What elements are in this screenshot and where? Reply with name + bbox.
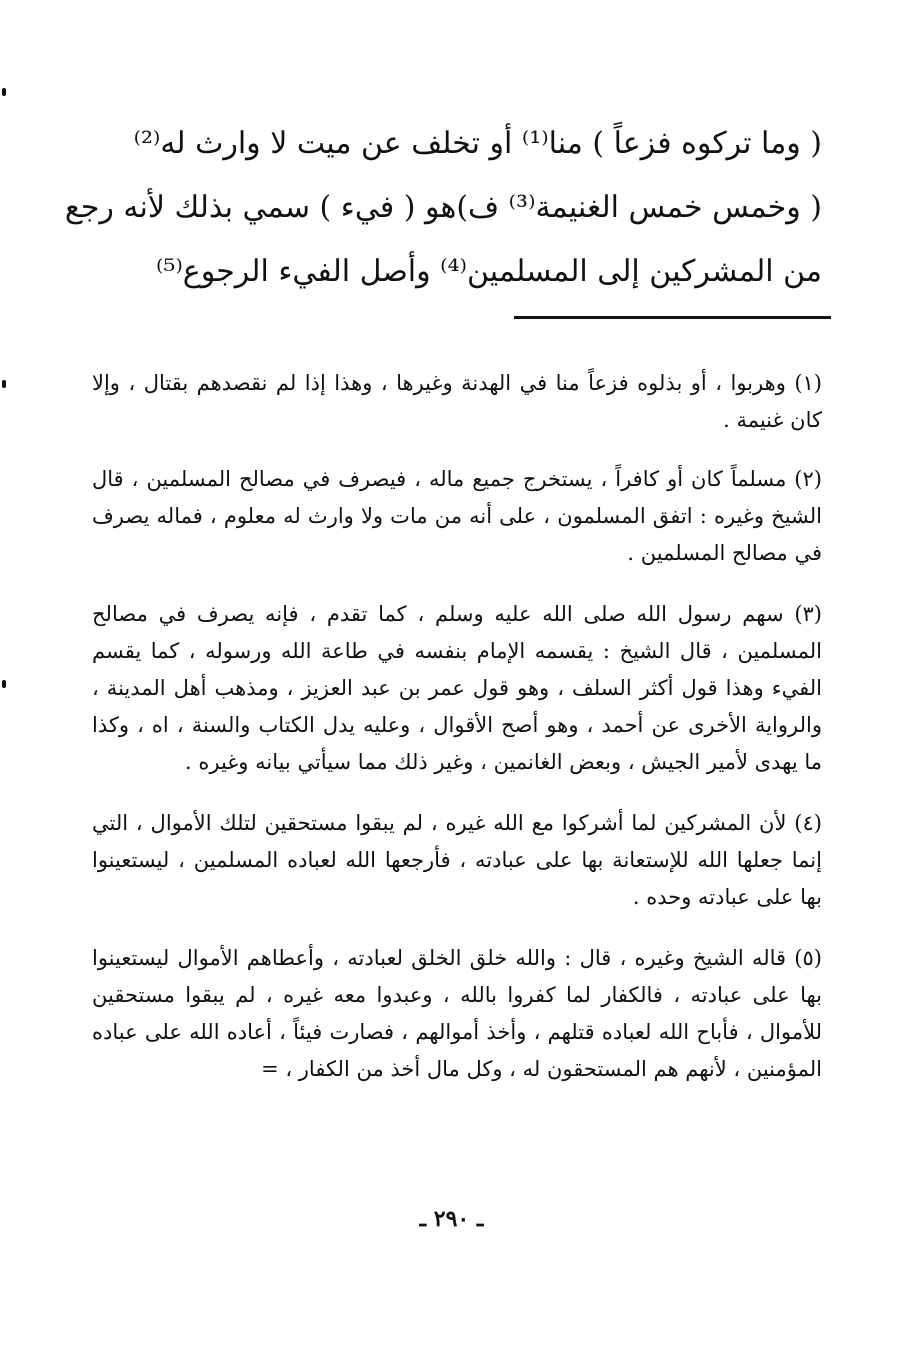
scan-edge-mark bbox=[2, 680, 6, 688]
main-text-line: ( وما تركوه فزعاً ) منا⁽¹⁾ أو تخلف عن ميت لا وارث له⁽²⁾ bbox=[133, 126, 822, 161]
footnote-3: (٣) سهم رسول الله صلى الله عليه وسلم ، كما تقدم ، فإنه يصرف في مصالح المسلمين ، قال الشيخ : يقسمه الإمام بنفسه في طاعة الله ورسوله ، كما يقسم الفيء وهذا قول أكثر السلف ، وهو قول عمر بن عبد العزيز ، ومذهب أهل المدينة ، والرواية الأخرى عن أحمد ، وهو أصح الأقوال ، وعليه يدل الكتاب والسنة ، اه ، وكذا ما يهدى لأمير الجيش ، وبعض الغانمين ، وغير ذلك مما سيأتي بيانه وغيره . bbox=[92, 602, 822, 774]
main-text-line: ( وخمس خمس الغنيمة⁽³⁾ ف)هو ( فيء ) سمي بذلك لأنه رجع bbox=[64, 190, 822, 225]
footnote-4: (٤) لأن المشركين لما أشركوا مع الله غيره ، لم يبقوا مستحقين لتلك الأموال ، التي إنما جعلها الله للإستعانة بها على عبادته ، فأرجعها الله لعباده المسلمين ، ليستعينوا بها على عبادته وحده . bbox=[92, 811, 822, 909]
footnote-1: (١) وهربوا ، أو بذلوه فزعاً منا في الهدنة وغيرها ، وهذا إذا لم نقصدهم بقتال ، وإلا كان غنيمة . bbox=[92, 371, 822, 432]
scan-edge-mark bbox=[2, 88, 6, 96]
footnotes-section bbox=[92, 344, 822, 1112]
scan-edge-mark bbox=[2, 380, 6, 388]
main-text-line: من المشركين إلى المسلمين⁽⁴⁾ وأصل الفيء الرجوع⁽⁵⁾ bbox=[156, 254, 822, 289]
page-number: ـ ٢٩٠ ـ bbox=[419, 1206, 484, 1232]
footnote-5: (٥) قاله الشيخ وغيره ، قال : والله خلق الخلق لعبادته ، وأعطاهم الأموال ليستعينوا بها على عبادته ، فالكفار لما كفروا بالله ، وعبدوا معه غيره ، لم يبقوا مستحقين للأموال ، فأباح الله لعباده قتلهم ، وأخذ أموالهم ، فصارت فيئاً ، أعاده الله على عباده المؤمنين ، لأنهم هم المستحقون له ، وكل مال أخذ من الكفار ، = bbox=[92, 946, 822, 1081]
footnote-divider bbox=[514, 316, 831, 319]
main-text-block bbox=[64, 112, 822, 304]
footnote-2: (٢) مسلماً كان أو كافراً ، يستخرج جميع ماله ، فيصرف في مصالح المسلمين ، قال الشيخ وغيره : اتفق المسلمون ، على أنه من مات ولا وارث له معلوم ، فماله يصرف في مصالح المسلمين . bbox=[92, 467, 822, 565]
